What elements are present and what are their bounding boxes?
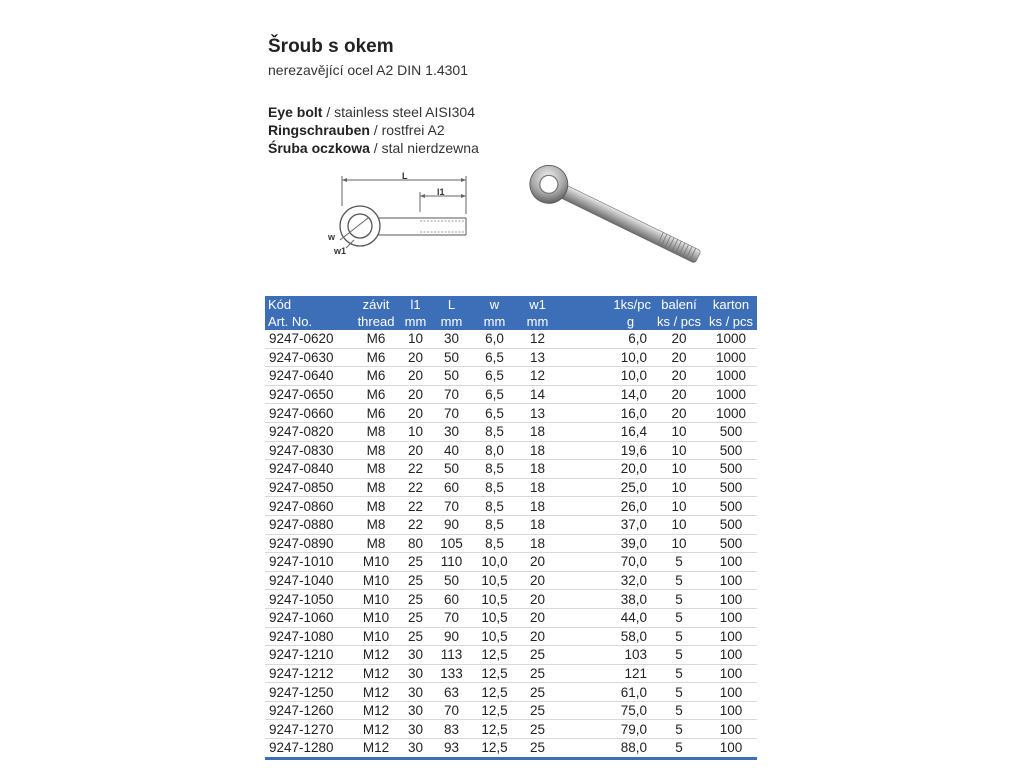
cell-carton: 1000 (705, 385, 757, 404)
cell-l1: 30 (401, 683, 430, 702)
cell-gap (559, 330, 589, 348)
cell-L: 30 (430, 330, 473, 348)
specification-table (265, 296, 757, 760)
eye-bolt-photo (522, 165, 738, 277)
header-thread-sub: thread (351, 313, 401, 330)
cell-carton: 100 (705, 571, 757, 590)
cell-L: 90 (430, 627, 473, 646)
cell-L: 30 (430, 422, 473, 441)
cell-code: 9247-1040 (265, 571, 351, 590)
table-row (265, 422, 757, 441)
cell-L: 63 (430, 683, 473, 702)
table-row (265, 720, 757, 739)
cell-carton: 1000 (705, 367, 757, 386)
cell-thread: M12 (351, 739, 401, 759)
dim-label-w1: w1 (334, 246, 347, 256)
cell-code: 9247-1212 (265, 664, 351, 683)
cell-weight: 26,0 (589, 497, 653, 516)
language-descriptions (268, 103, 479, 157)
cell-thread: M12 (351, 701, 401, 720)
cell-thread: M12 (351, 720, 401, 739)
cell-L: 110 (430, 553, 473, 572)
cell-L: 40 (430, 441, 473, 460)
cell-w1: 18 (516, 441, 559, 460)
cell-carton: 500 (705, 422, 757, 441)
header-carton: karton (705, 296, 757, 313)
cell-l1: 25 (401, 627, 430, 646)
cell-weight: 10,0 (589, 348, 653, 367)
cell-l1: 22 (401, 478, 430, 497)
lang-name: Śruba oczkowa (268, 140, 370, 156)
header-l1: l1 (401, 296, 430, 313)
cell-weight: 103 (589, 646, 653, 665)
cell-pack: 5 (653, 646, 705, 665)
table-row (265, 385, 757, 404)
cell-w: 10,5 (473, 627, 516, 646)
cell-w1: 25 (516, 720, 559, 739)
cell-w1: 18 (516, 534, 559, 553)
table-row (265, 590, 757, 609)
cell-weight: 32,0 (589, 571, 653, 590)
cell-l1: 20 (401, 367, 430, 386)
cell-carton: 500 (705, 460, 757, 479)
cell-gap (559, 367, 589, 386)
cell-carton: 500 (705, 478, 757, 497)
cell-pack: 5 (653, 553, 705, 572)
cell-w1: 25 (516, 646, 559, 665)
cell-l1: 10 (401, 422, 430, 441)
header-weight-unit: g (589, 313, 653, 330)
table-row (265, 627, 757, 646)
cell-code: 9247-0820 (265, 422, 351, 441)
lang-desc: / stainless steel AISI304 (322, 104, 475, 120)
cell-code: 9247-0880 (265, 515, 351, 534)
cell-w: 10,5 (473, 590, 516, 609)
cell-gap (559, 534, 589, 553)
header-w1-unit: mm (516, 313, 559, 330)
cell-w: 6,5 (473, 404, 516, 423)
table-row (265, 404, 757, 423)
header-code-sub: Art. No. (265, 313, 351, 330)
cell-l1: 80 (401, 534, 430, 553)
cell-w: 8,5 (473, 478, 516, 497)
cell-weight: 79,0 (589, 720, 653, 739)
cell-weight: 10,0 (589, 367, 653, 386)
table-row (265, 646, 757, 665)
cell-pack: 10 (653, 460, 705, 479)
cell-thread: M10 (351, 627, 401, 646)
cell-gap (559, 590, 589, 609)
cell-l1: 30 (401, 664, 430, 683)
dim-label-l1: l1 (437, 187, 445, 197)
cell-carton: 100 (705, 664, 757, 683)
cell-code: 9247-1060 (265, 608, 351, 627)
cell-carton: 100 (705, 553, 757, 572)
cell-code: 9247-1080 (265, 627, 351, 646)
table-row (265, 367, 757, 386)
cell-gap (559, 441, 589, 460)
cell-w1: 14 (516, 385, 559, 404)
cell-code: 9247-1010 (265, 553, 351, 572)
lang-desc: / rostfrei A2 (369, 122, 445, 138)
cell-pack: 20 (653, 367, 705, 386)
table-row (265, 441, 757, 460)
cell-thread: M12 (351, 683, 401, 702)
header-w1: w1 (516, 296, 559, 313)
cell-w: 10,5 (473, 571, 516, 590)
cell-thread: M12 (351, 646, 401, 665)
cell-w: 6,5 (473, 348, 516, 367)
cell-w: 8,5 (473, 515, 516, 534)
cell-gap (559, 348, 589, 367)
cell-weight: 75,0 (589, 701, 653, 720)
cell-thread: M6 (351, 385, 401, 404)
cell-l1: 20 (401, 404, 430, 423)
header-carton-unit: ks / pcs (705, 313, 757, 330)
cell-L: 70 (430, 497, 473, 516)
cell-w: 6,0 (473, 330, 516, 348)
cell-code: 9247-1260 (265, 701, 351, 720)
lang-line-en (268, 103, 479, 121)
cell-w1: 25 (516, 683, 559, 702)
header-l1-unit: mm (401, 313, 430, 330)
cell-gap (559, 720, 589, 739)
cell-w1: 18 (516, 515, 559, 534)
cell-w: 8,5 (473, 497, 516, 516)
cell-weight: 39,0 (589, 534, 653, 553)
header-w: w (473, 296, 516, 313)
cell-w: 12,5 (473, 720, 516, 739)
cell-pack: 5 (653, 571, 705, 590)
cell-carton: 500 (705, 441, 757, 460)
cell-l1: 22 (401, 515, 430, 534)
cell-L: 83 (430, 720, 473, 739)
cell-thread: M8 (351, 534, 401, 553)
cell-gap (559, 627, 589, 646)
cell-l1: 22 (401, 460, 430, 479)
cell-gap (559, 553, 589, 572)
cell-w: 10,0 (473, 553, 516, 572)
cell-L: 70 (430, 385, 473, 404)
cell-code: 9247-0660 (265, 404, 351, 423)
cell-w1: 25 (516, 739, 559, 759)
cell-thread: M6 (351, 404, 401, 423)
cell-pack: 20 (653, 330, 705, 348)
cell-pack: 10 (653, 497, 705, 516)
cell-w: 8,5 (473, 460, 516, 479)
cell-pack: 10 (653, 515, 705, 534)
cell-code: 9247-1250 (265, 683, 351, 702)
cell-pack: 10 (653, 441, 705, 460)
cell-thread: M6 (351, 367, 401, 386)
cell-thread: M10 (351, 571, 401, 590)
header-w-unit: mm (473, 313, 516, 330)
cell-w1: 20 (516, 571, 559, 590)
eye-bolt-technical-drawing (320, 168, 480, 260)
cell-pack: 20 (653, 348, 705, 367)
cell-code: 9247-1050 (265, 590, 351, 609)
cell-pack: 5 (653, 739, 705, 759)
cell-gap (559, 739, 589, 759)
lang-desc: / stal nierdzewna (369, 140, 479, 156)
cell-w1: 18 (516, 478, 559, 497)
table-row (265, 478, 757, 497)
cell-w1: 18 (516, 422, 559, 441)
cell-L: 60 (430, 590, 473, 609)
table-row (265, 553, 757, 572)
header-code: Kód (265, 296, 351, 313)
table-row (265, 330, 757, 348)
cell-w1: 13 (516, 348, 559, 367)
cell-L: 70 (430, 701, 473, 720)
header-thread: závit (351, 296, 401, 313)
cell-weight: 88,0 (589, 739, 653, 759)
cell-weight: 20,0 (589, 460, 653, 479)
cell-w1: 20 (516, 627, 559, 646)
cell-pack: 5 (653, 608, 705, 627)
cell-L: 70 (430, 608, 473, 627)
header-pack: balení (653, 296, 705, 313)
cell-weight: 19,6 (589, 441, 653, 460)
cell-L: 60 (430, 478, 473, 497)
cell-w: 12,5 (473, 646, 516, 665)
cell-gap (559, 683, 589, 702)
cell-gap (559, 422, 589, 441)
cell-thread: M10 (351, 608, 401, 627)
cell-gap (559, 497, 589, 516)
cell-thread: M10 (351, 590, 401, 609)
cell-gap (559, 701, 589, 720)
cell-w: 12,5 (473, 664, 516, 683)
cell-w: 12,5 (473, 739, 516, 759)
cell-weight: 38,0 (589, 590, 653, 609)
cell-carton: 100 (705, 608, 757, 627)
cell-pack: 20 (653, 404, 705, 423)
cell-l1: 25 (401, 608, 430, 627)
table-row (265, 739, 757, 759)
header-pack-unit: ks / pcs (653, 313, 705, 330)
cell-w: 8,5 (473, 422, 516, 441)
table-row (265, 460, 757, 479)
dim-label-w: w (328, 232, 336, 242)
cell-weight: 37,0 (589, 515, 653, 534)
cell-w: 6,5 (473, 367, 516, 386)
cell-thread: M10 (351, 553, 401, 572)
cell-L: 90 (430, 515, 473, 534)
dim-label-L: L (402, 171, 408, 181)
cell-L: 50 (430, 460, 473, 479)
cell-w: 12,5 (473, 683, 516, 702)
cell-w1: 20 (516, 590, 559, 609)
header-gap (559, 313, 589, 330)
cell-pack: 5 (653, 590, 705, 609)
cell-l1: 30 (401, 739, 430, 759)
cell-code: 9247-1210 (265, 646, 351, 665)
page-subtitle: nerezavějící ocel A2 DIN 1.4301 (268, 62, 469, 78)
cell-thread: M8 (351, 460, 401, 479)
cell-w: 8,0 (473, 441, 516, 460)
cell-code: 9247-0830 (265, 441, 351, 460)
table-row (265, 701, 757, 720)
cell-w1: 18 (516, 460, 559, 479)
lang-name: Eye bolt (268, 104, 323, 120)
cell-gap (559, 478, 589, 497)
cell-L: 113 (430, 646, 473, 665)
cell-carton: 500 (705, 515, 757, 534)
cell-thread: M8 (351, 497, 401, 516)
cell-w1: 25 (516, 664, 559, 683)
cell-w1: 13 (516, 404, 559, 423)
cell-l1: 25 (401, 553, 430, 572)
table-row (265, 664, 757, 683)
header-L: L (430, 296, 473, 313)
cell-weight: 61,0 (589, 683, 653, 702)
cell-weight: 25,0 (589, 478, 653, 497)
cell-gap (559, 608, 589, 627)
table-row (265, 608, 757, 627)
cell-code: 9247-0860 (265, 497, 351, 516)
cell-pack: 5 (653, 701, 705, 720)
cell-w1: 12 (516, 330, 559, 348)
cell-l1: 30 (401, 720, 430, 739)
cell-pack: 5 (653, 664, 705, 683)
table-row (265, 515, 757, 534)
cell-w1: 12 (516, 367, 559, 386)
cell-pack: 5 (653, 720, 705, 739)
cell-L: 50 (430, 348, 473, 367)
cell-w1: 25 (516, 701, 559, 720)
header-L-unit: mm (430, 313, 473, 330)
cell-carton: 100 (705, 739, 757, 759)
cell-weight: 121 (589, 664, 653, 683)
cell-L: 70 (430, 404, 473, 423)
cell-code: 9247-1270 (265, 720, 351, 739)
table-header-row (265, 296, 757, 313)
cell-w: 12,5 (473, 701, 516, 720)
cell-L: 93 (430, 739, 473, 759)
table-row (265, 683, 757, 702)
cell-pack: 5 (653, 683, 705, 702)
cell-thread: M8 (351, 422, 401, 441)
cell-weight: 16,4 (589, 422, 653, 441)
table-row (265, 571, 757, 590)
cell-thread: M8 (351, 478, 401, 497)
cell-carton: 100 (705, 627, 757, 646)
cell-thread: M6 (351, 348, 401, 367)
cell-pack: 10 (653, 534, 705, 553)
cell-carton: 500 (705, 534, 757, 553)
cell-L: 50 (430, 367, 473, 386)
lang-line-pl (268, 139, 479, 157)
cell-gap (559, 664, 589, 683)
cell-code: 9247-0840 (265, 460, 351, 479)
cell-thread: M8 (351, 441, 401, 460)
cell-carton: 100 (705, 683, 757, 702)
cell-w1: 20 (516, 608, 559, 627)
cell-w: 10,5 (473, 608, 516, 627)
cell-thread: M8 (351, 515, 401, 534)
cell-l1: 30 (401, 701, 430, 720)
cell-pack: 20 (653, 385, 705, 404)
cell-gap (559, 460, 589, 479)
cell-carton: 1000 (705, 348, 757, 367)
lang-name: Ringschrauben (268, 122, 370, 138)
cell-weight: 16,0 (589, 404, 653, 423)
cell-w: 8,5 (473, 534, 516, 553)
cell-carton: 100 (705, 590, 757, 609)
table-row (265, 497, 757, 516)
cell-code: 9247-0620 (265, 330, 351, 348)
cell-weight: 14,0 (589, 385, 653, 404)
cell-carton: 100 (705, 646, 757, 665)
cell-l1: 25 (401, 590, 430, 609)
cell-carton: 100 (705, 701, 757, 720)
cell-gap (559, 515, 589, 534)
cell-thread: M12 (351, 664, 401, 683)
cell-code: 9247-0630 (265, 348, 351, 367)
cell-l1: 30 (401, 646, 430, 665)
cell-l1: 10 (401, 330, 430, 348)
cell-thread: M6 (351, 330, 401, 348)
cell-l1: 22 (401, 497, 430, 516)
cell-weight: 70,0 (589, 553, 653, 572)
table-header-row (265, 313, 757, 330)
cell-pack: 5 (653, 627, 705, 646)
cell-code: 9247-0850 (265, 478, 351, 497)
lang-line-de (268, 121, 479, 139)
header-weight: 1ks/pc (589, 296, 653, 313)
cell-gap (559, 385, 589, 404)
cell-gap (559, 646, 589, 665)
cell-weight: 44,0 (589, 608, 653, 627)
cell-l1: 25 (401, 571, 430, 590)
cell-carton: 100 (705, 720, 757, 739)
cell-l1: 20 (401, 385, 430, 404)
cell-gap (559, 571, 589, 590)
cell-pack: 10 (653, 422, 705, 441)
cell-w1: 20 (516, 553, 559, 572)
cell-carton: 1000 (705, 330, 757, 348)
cell-weight: 6,0 (589, 330, 653, 348)
page-title: Šroub s okem (268, 36, 394, 57)
cell-code: 9247-0890 (265, 534, 351, 553)
cell-w: 6,5 (473, 385, 516, 404)
header-gap (559, 296, 589, 313)
cell-L: 105 (430, 534, 473, 553)
table-row (265, 534, 757, 553)
cell-L: 133 (430, 664, 473, 683)
cell-w1: 18 (516, 497, 559, 516)
cell-carton: 500 (705, 497, 757, 516)
cell-code: 9247-0640 (265, 367, 351, 386)
cell-l1: 20 (401, 441, 430, 460)
cell-carton: 1000 (705, 404, 757, 423)
cell-l1: 20 (401, 348, 430, 367)
cell-L: 50 (430, 571, 473, 590)
cell-code: 9247-0650 (265, 385, 351, 404)
cell-weight: 58,0 (589, 627, 653, 646)
table-row (265, 348, 757, 367)
cell-code: 9247-1280 (265, 739, 351, 759)
cell-pack: 10 (653, 478, 705, 497)
cell-gap (559, 404, 589, 423)
